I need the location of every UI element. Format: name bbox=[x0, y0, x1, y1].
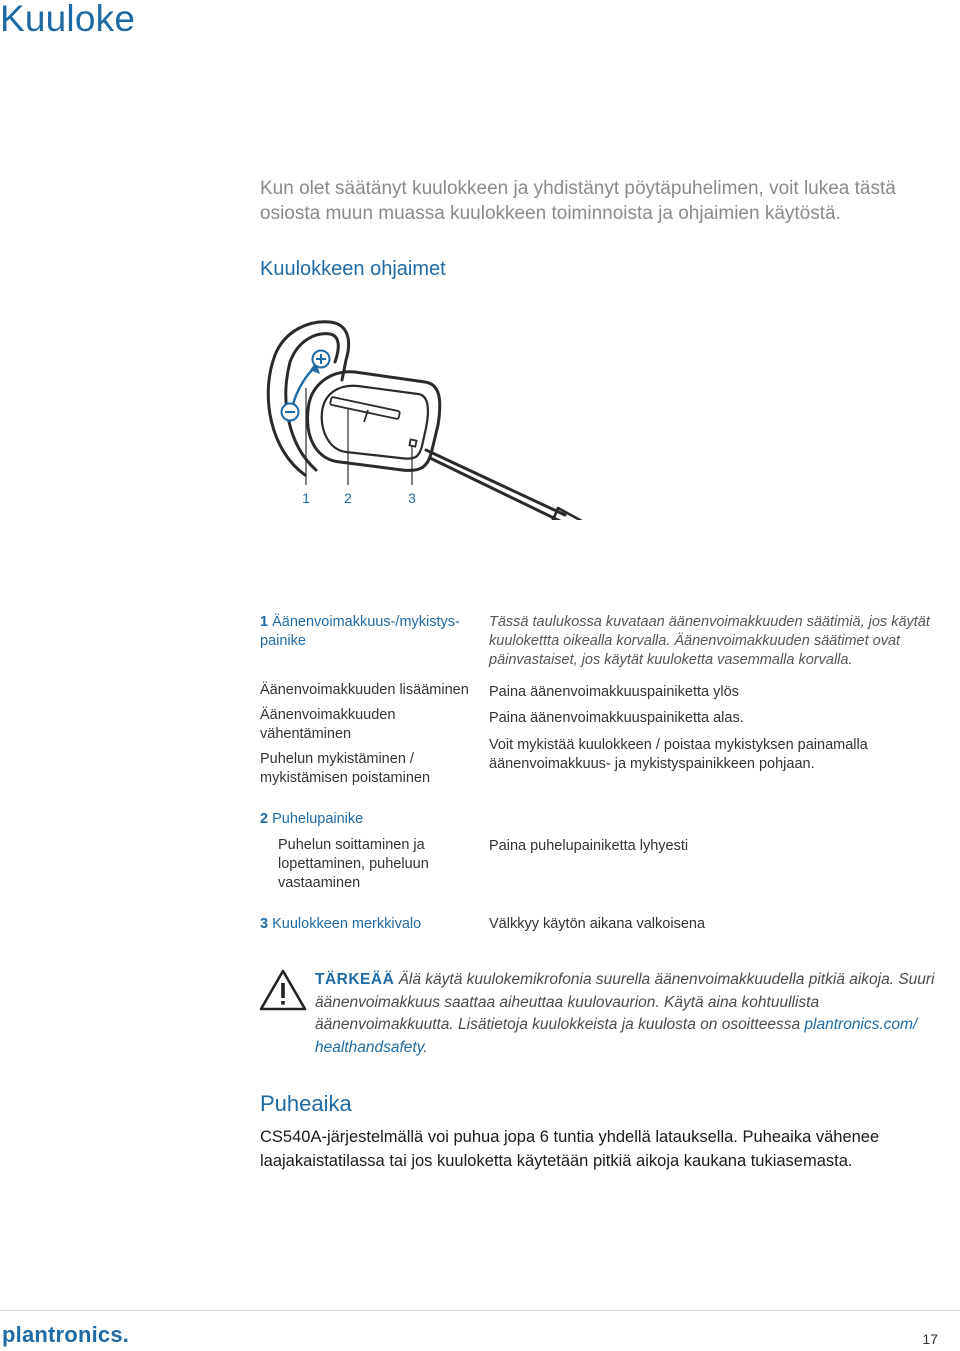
warning-triangle-icon bbox=[258, 968, 308, 1012]
warning-text: TÄRKEÄÄ Älä käytä kuulokemikrofonia suurella äänenvoimakkuudella pitkiä aikoja. Suuri äänenvoimakkuus saattaa aiheuttaa kuulovaurion. Käytä aina kohtuullista äänenvoimakkuutta. Lisätietoja kuulokkeista ja kuulosta on osoitteessa plantronics.com/ healthandsafety. bbox=[315, 971, 935, 1056]
intro-paragraph: Kun olet säätänyt kuulokkeen ja yhdistänyt pöytäpuhelimen, voit lukea tästä osiosta muun muassa kuulokkeen toiminnoista ja ohjaimien käytöstä. bbox=[260, 178, 896, 224]
row2-label: 2 Puhelupainike bbox=[260, 811, 364, 827]
row3-action: Välkkyy käytön aikana valkoisena bbox=[489, 916, 706, 932]
brand-logo: plantronics. bbox=[2, 1322, 130, 1347]
row1-sub3-label: Puhelun mykistäminen / mykistämisen poistaminen bbox=[260, 751, 431, 786]
callout-1: 1 bbox=[302, 490, 310, 506]
volume-plus-icon bbox=[313, 351, 330, 368]
health-safety-link[interactable]: plantronics.com/ healthandsafety bbox=[315, 1016, 918, 1056]
footer-divider bbox=[0, 1310, 960, 1311]
row2-action: Paina puhelupainiketta lyhyesti bbox=[489, 838, 689, 854]
row1-sub2-action: Paina äänenvoimakkuuspainiketta alas. bbox=[489, 710, 744, 726]
headset-diagram bbox=[230, 300, 650, 520]
section-heading-controls: Kuulokkeen ohjaimet bbox=[260, 258, 446, 280]
page-number: 17 bbox=[922, 1331, 938, 1347]
volume-minus-icon bbox=[282, 404, 299, 421]
row2-sub-label: Puhelun soittaminen ja lopettaminen, puheluun vastaaminen bbox=[278, 837, 429, 891]
row1-sub2-label: Äänenvoimakkuuden vähentäminen bbox=[260, 707, 396, 742]
talk-time-paragraph: CS540A-järjestelmällä voi puhua jopa 6 tuntia yhdellä latauksella. Puheaika vähenee laajakaistatilassa tai jos kuuloketta käytetään pitkiä aikoja kaukana tukiasemasta. bbox=[260, 1128, 880, 1170]
warning-label: TÄRKEÄÄ bbox=[315, 971, 395, 988]
row1-sub1-action: Paina äänenvoimakkuuspainiketta ylös bbox=[489, 684, 739, 700]
callout-2: 2 bbox=[344, 490, 352, 506]
section-heading-talk-time: Puheaika bbox=[260, 1091, 352, 1116]
headset-buttons bbox=[330, 397, 417, 447]
page-title: Kuuloke bbox=[0, 0, 136, 39]
callout-3: 3 bbox=[408, 490, 416, 506]
row1-label: 1 Äänenvoimakkuus-/mykistys- painike bbox=[260, 614, 460, 649]
row3-label: 3 Kuulokkeen merkkivalo bbox=[260, 916, 422, 932]
row1-note: Tässä taulukossa kuvataan äänenvoimakkuuden säätimiä, jos käytät kuulokettta oikealla korvalla. Äänenvoimakkuuden säätimet ovat päinvastaiset, jos käytät kuuloketta vasemmalla korvalla. bbox=[489, 614, 930, 668]
row1-sub3-action: Voit mykistää kuulokkeen / poistaa mykistyksen painamalla äänenvoimakkuus- ja mykistyspainikkeen pohjaan. bbox=[489, 737, 868, 772]
row1-sub1-label: Äänenvoimakkuuden lisääminen bbox=[260, 682, 469, 698]
